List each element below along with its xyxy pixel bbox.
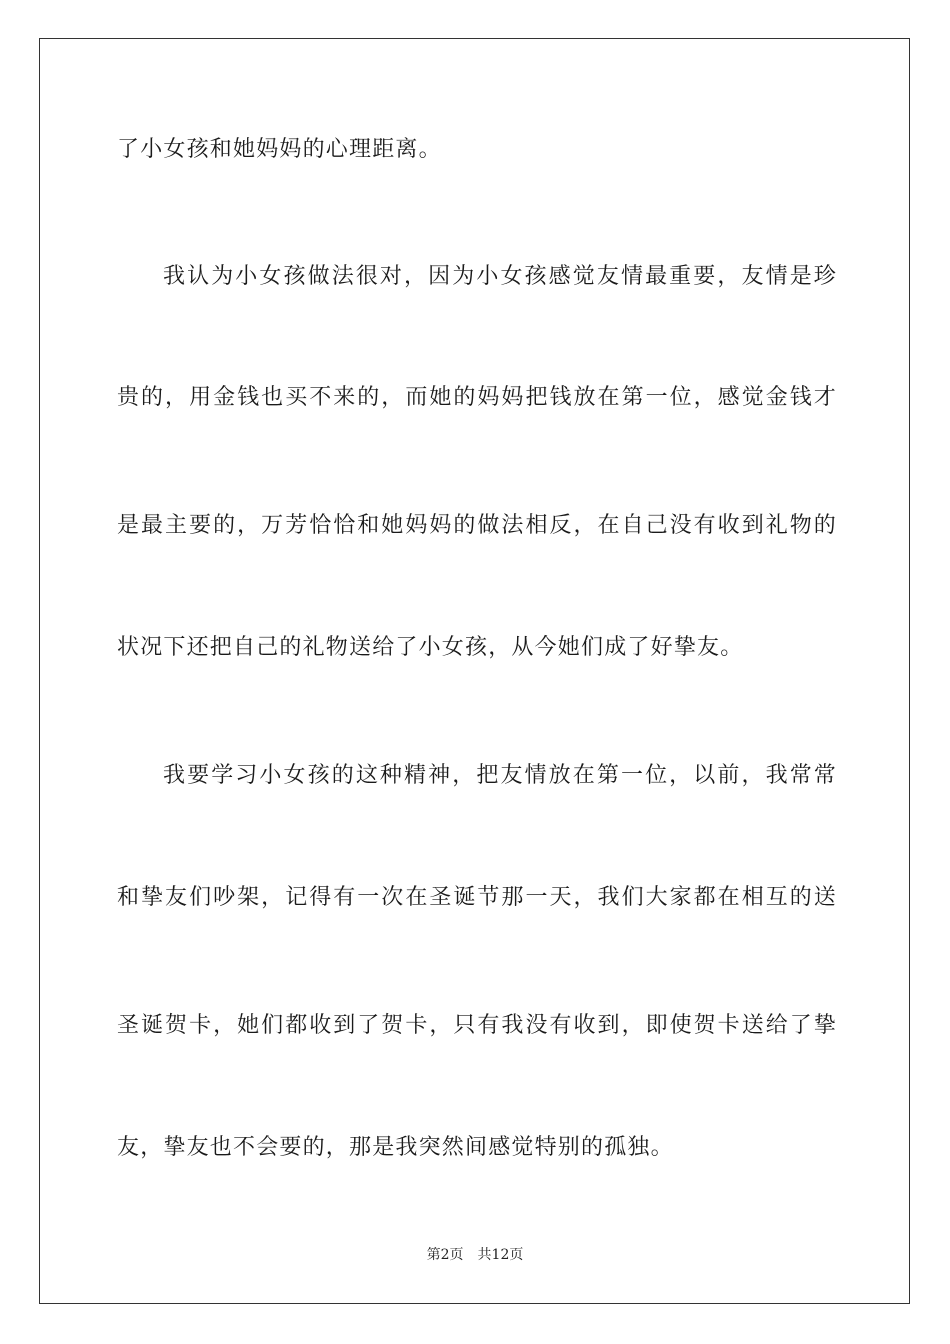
text-line-1: 了小女孩和她妈妈的心理距离。: [117, 137, 442, 162]
text-line-8: 圣诞贺卡，她们都收到了贺卡，只有我没有收到，即使贺卡送给了挚: [117, 1013, 837, 1038]
page-footer: [0, 1244, 950, 1264]
page-number: 第2页: [426, 1247, 464, 1263]
page-total: 共12页: [477, 1247, 524, 1263]
text-line-5: 状况下还把自己的礼物送给了小女孩，从今她们成了好挚友。: [117, 635, 744, 660]
page-frame: [39, 38, 910, 1304]
text-line-6: 我要学习小女孩的这种精神，把友情放在第一位，以前，我常常: [163, 763, 837, 788]
text-line-2: 我认为小女孩做法很对，因为小女孩感觉友情最重要，友情是珍: [163, 264, 837, 289]
text-line-3: 贵的，用金钱也买不来的，而她的妈妈把钱放在第一位，感觉金钱才: [117, 385, 837, 410]
text-line-7: 和挚友们吵架，记得有一次在圣诞节那一天，我们大家都在相互的送: [117, 885, 837, 910]
text-line-4: 是最主要的，万芳恰恰和她妈妈的做法相反，在自己没有收到礼物的: [117, 513, 837, 538]
text-line-9: 友，挚友也不会要的，那是我突然间感觉特别的孤独。: [117, 1135, 674, 1160]
